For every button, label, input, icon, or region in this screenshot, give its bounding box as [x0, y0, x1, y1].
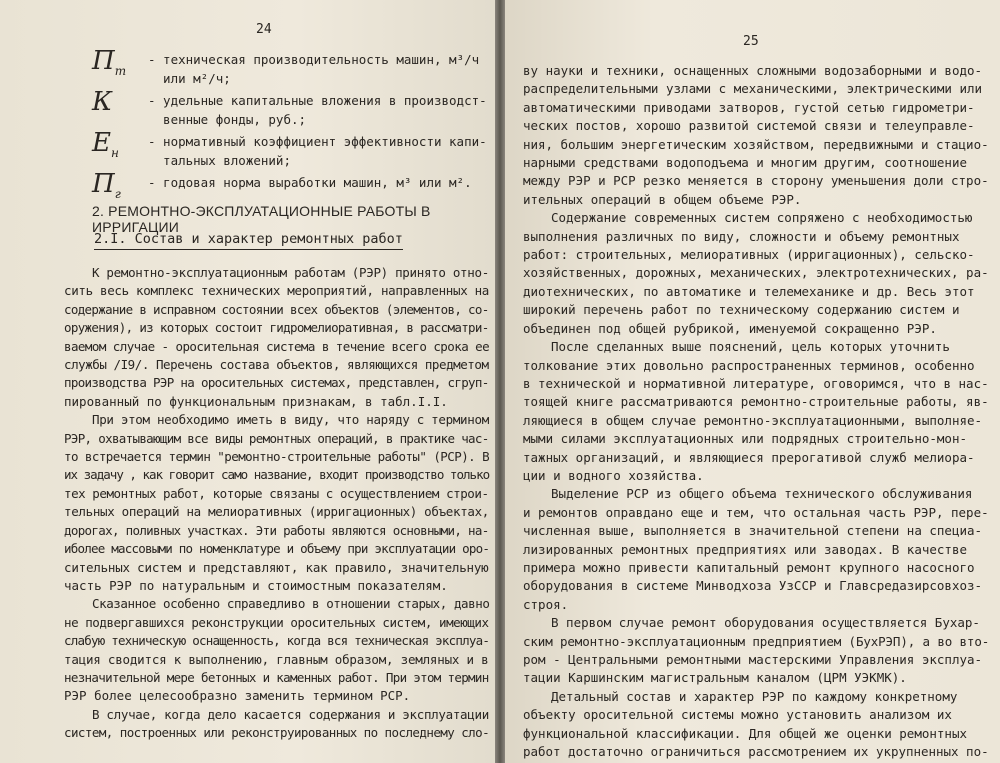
text-line: пированный по функциональным признакам, в табл.I.I. [64, 393, 448, 409]
text-line: ваемом случае - оросительная система в течение всего срока ее [64, 338, 490, 354]
text-line: лизированных ремонтных предприятиях или заводах. В качестве [523, 541, 968, 557]
text-line: незначительной мере бетонных и каменных работ. При этом термин [64, 669, 489, 685]
text-line: Сказанное особенно справедливо в отношении старых, давно [92, 596, 490, 612]
text-line: сительных систем и представляют, как правило, значительную [64, 559, 489, 575]
text-line: В первом случае ремонт оборудования осуществляется Бухар- [551, 615, 980, 631]
text-line: Детальный состав и характер РЭР по каждому конкретному [551, 688, 958, 704]
text-line: тоящей книге рассматриваются ремонтно-строительные работы, яв- [523, 394, 989, 410]
text-line: ции и водного хозяйства. [523, 467, 704, 483]
text-line: ляющиеся в общем случае ремонтно-эксплуатационными, выполняе- [523, 412, 983, 428]
text-line: тажных организаций, и являющиеся прерогативой служб мелиора- [523, 449, 975, 465]
text-line: В случае, когда дело касается содержания и эксплуатации [92, 706, 489, 722]
text-line: ву науки и техники, оснащенных сложными водозаборными и водо- [523, 63, 983, 78]
text-line: диотехнических, по автоматике и телемеханике и др. Весь этот [523, 283, 975, 299]
text-line: ческих постов, хорошо развитой системой связи и телеуправле- [523, 118, 975, 134]
text-line: выполнения различных по виду, сложности и объему ремонтных [523, 228, 960, 244]
text-line: тельных операций на мелиоративных (ирригационных) объектах, [64, 504, 490, 520]
definition-text: - удельные капитальные вложения в производст- венные фонды, руб.; [148, 93, 487, 127]
text-line: в технической и нормативной литературе, оговоримся, что в нас- [523, 375, 989, 391]
text-line: не подвергавшихся реконструкции оросительных систем, имеющих [64, 614, 489, 630]
text-line: между РЭР и РСР резко меняется в сторону уменьшения доли стро- [523, 173, 989, 189]
right-body-text [523, 62, 989, 761]
definition-symbol: К [92, 87, 113, 117]
text-line: слабую техническую оснащенность, когда вся техническая эксплуа- [64, 633, 490, 649]
text-line: производства РЭР на оросительных системах, представлен, сгруп- [64, 375, 489, 391]
text-line: распределительными узлами с механическими, электрическими или [523, 81, 983, 97]
text-line: объекту оросительной системы можно установить анализом их [523, 707, 952, 723]
page-number: 24 [256, 22, 272, 37]
text-line: мыми силами эксплуатационных или подрядных строительно-мон- [523, 431, 968, 447]
text-line: РЭР более целесообразно заменить термином РСР. [64, 688, 411, 704]
definition-item [90, 46, 490, 88]
definition-symbol: $П_г$ [92, 169, 121, 202]
left-page [0, 0, 495, 763]
text-line: хозяйственных, дорожных, механических, электротехнических, ра- [523, 265, 989, 281]
text-line: широкий перечень работ по техническому содержанию систем и [523, 302, 960, 318]
text-line: тация сводится к выполнению, главным образом, земляных и в [64, 651, 489, 667]
definition-symbol: $Е_н$ [92, 128, 119, 161]
text-line: ния, большим энергетическим хозяйством, передвижными и стацио- [523, 136, 989, 152]
text-line: сить весь комплекс технических мероприятий, направленных на [64, 283, 490, 299]
text-line: работ: строительных, мелиоративных (ирригационных), сельско- [523, 247, 975, 263]
text-line: функциональной классификации. Для общей же оценки ремонтных [523, 725, 968, 741]
left-body-text [64, 264, 489, 743]
definition-item [90, 87, 490, 129]
text-line: работ достаточно ограничиться рассмотрением их укрупненных по- [523, 744, 989, 760]
text-line: часть РЭР по натуральным и стоимостным показателям. [64, 577, 448, 593]
definition-item [90, 128, 490, 170]
text-line: После сделанных выше пояснений, цель которых уточнить [551, 339, 950, 355]
text-line: тех ремонтных работ, которые связаны с осуществлением строи- [64, 485, 489, 501]
text-line: К ремонтно-эксплуатационным работам (РЭР) принято отно- [92, 265, 489, 280]
text-line: строя. [523, 596, 569, 612]
text-line: Выделение РСР из общего объема технического обслуживания [551, 486, 973, 502]
text-line: ительных операций в общем объеме РЭР. [523, 191, 802, 207]
text-line: нарными средствами водоподъема и многим другим, соотношение [523, 155, 968, 171]
definition-text: - нормативный коэффициент эффективности капи- тальных вложений; [148, 134, 487, 168]
text-line: численная выше, выполняется в значительной степени на специа- [523, 523, 983, 539]
section-heading: 2. РЕМОНТНО-ЭКСПЛУАТАЦИОННЫЕ РАБОТЫ В ИРРИГАЦИИ [92, 203, 431, 235]
text-line: систем, построенных или реконструированных по последнему сло- [64, 725, 490, 741]
text-line: оружения), из которых состоит гидромелиоративная, в рассматри- [64, 320, 489, 336]
text-line: объединен под общей рубрикой, именуемой сокращенно РЭР. [523, 320, 937, 336]
text-line: При этом необходимо иметь в виду, что наряду с термином [92, 412, 489, 428]
text-line: дорогах, поливных участках. Эти работы являются основными, на- [64, 522, 489, 538]
page-number: 25 [743, 34, 759, 49]
text-line: иболее массовыми по номенклатуре и объему при эксплуатации оро- [64, 541, 490, 557]
text-line: ским ремонтно-эксплуатационным предприятием (БухРЭП), а во вто- [523, 633, 990, 649]
definition-list [90, 46, 490, 210]
text-line: РЭР, охватывающим все виды ремонтных операций, в практике час- [64, 430, 489, 446]
definition-text: - техническая производительность машин, м³/ч или м²/ч; [148, 52, 480, 86]
text-line: содержание в исправном состоянии всех объектов (элементов, со- [64, 301, 489, 317]
right-page [505, 0, 1000, 763]
definition-symbol: $П_т$ [92, 46, 127, 79]
text-line: тации Каршинским магистральным каналом (ЦРМ УЭКМК). [523, 670, 907, 686]
text-line: их задачу , как говорит само название, входит производство только [64, 467, 490, 483]
text-line: и ремонтов оправдано еще и тем, что остальная часть РЭР, пере- [523, 504, 989, 520]
subsection-heading: 2.I. Состав и характер ремонтных работ [94, 231, 403, 250]
text-line: Содержание современных систем сопряжено с необходимостью [551, 210, 973, 226]
text-line: автоматическими приводами затворов, густой сетью гидрометри- [523, 99, 975, 115]
definition-text: - годовая норма выработки машин, м³ или м². [148, 175, 472, 190]
text-line: ром - Центральными ремонтными мастерскими Управления эксплуа- [523, 652, 983, 667]
text-line: службы /I9/. Перечень состава объектов, являющихся предметом [64, 357, 489, 373]
text-line: оборудования в системе Минводхоза УзССР и Главсредазирсовхоз- [523, 578, 983, 594]
text-line: то встречается термин "ремонтно-строительные работы" (РСР). В [64, 449, 490, 465]
text-line: толкование этих довольно распространенных терминов, особенно [523, 357, 975, 373]
text-line: примера можно привести капитальный ремонт крупного насосного [523, 559, 975, 575]
book-gutter [495, 0, 505, 763]
